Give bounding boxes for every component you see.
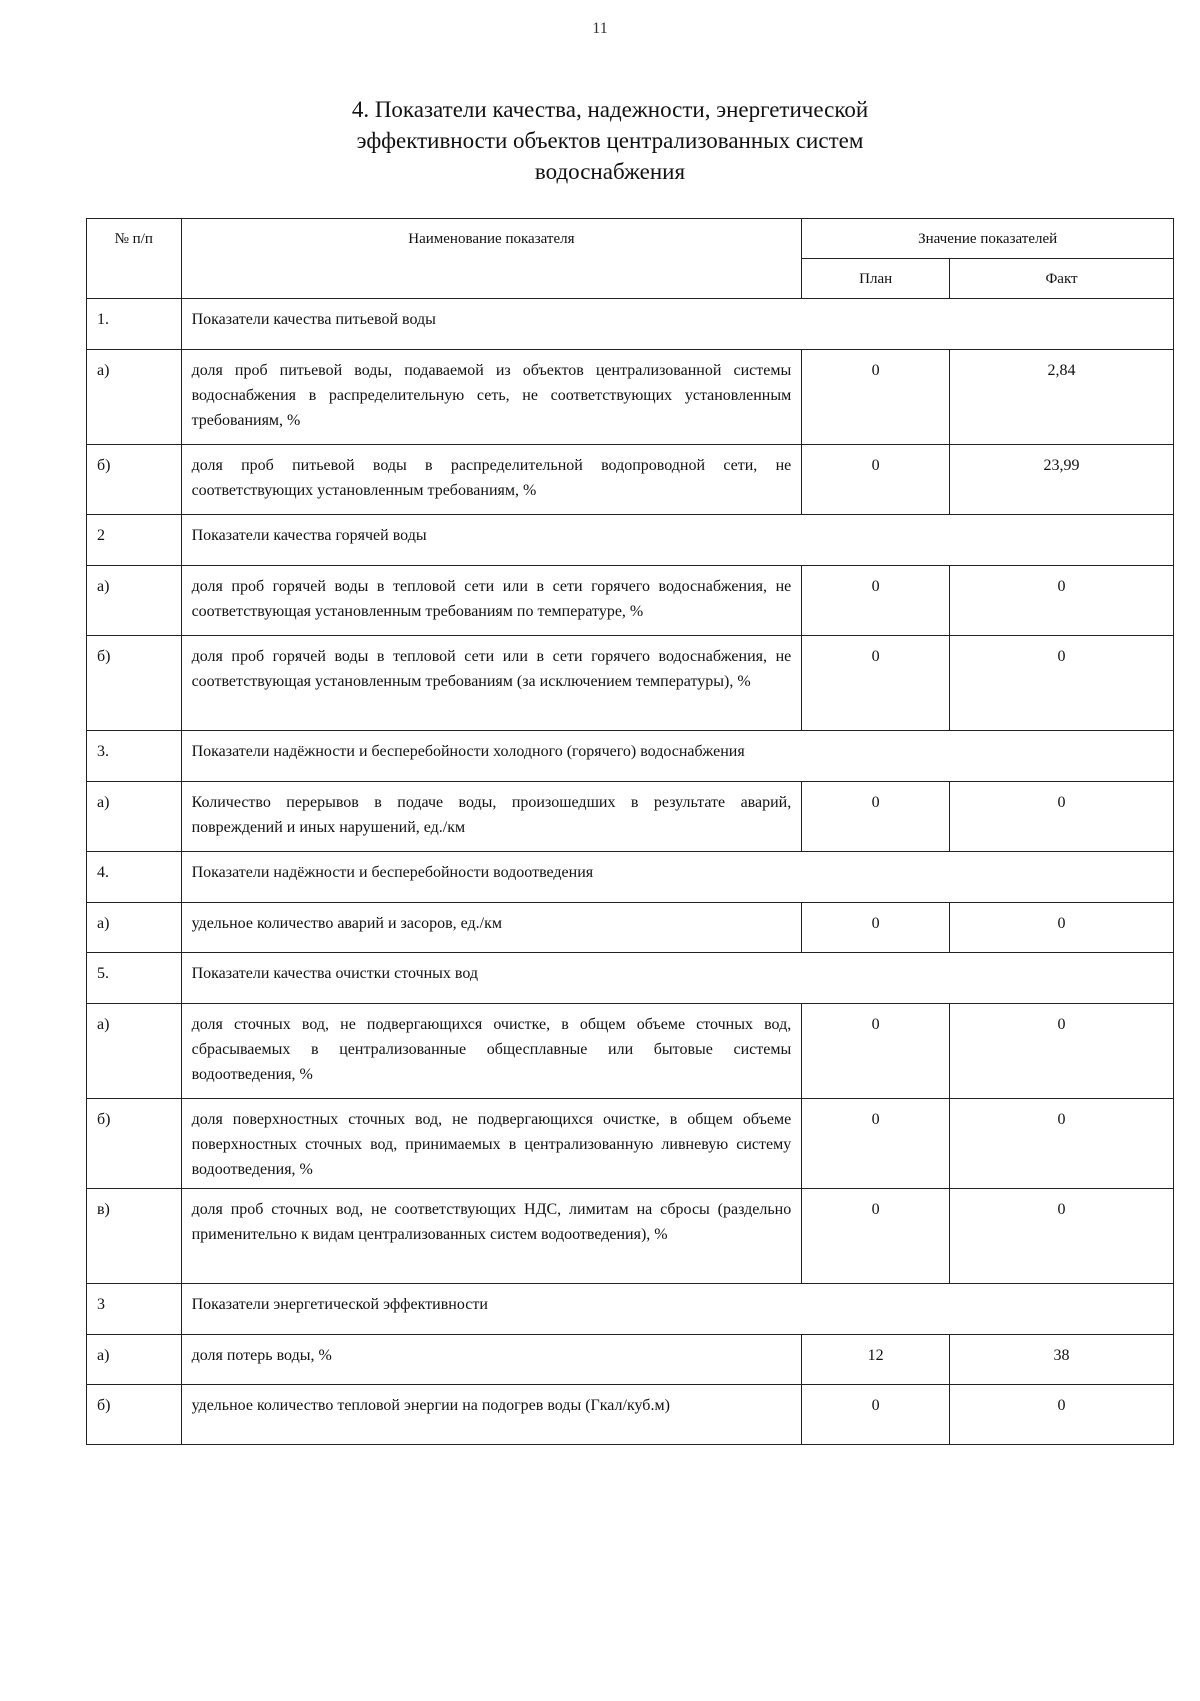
indicator-row [87,566,1174,636]
section-number: 1. [87,299,182,350]
indicator-row [87,636,1174,731]
indicator-number: а) [87,350,182,445]
plan-value: 0 [802,1385,950,1445]
indicator-row [87,1189,1174,1284]
indicator-number: б) [87,1099,182,1189]
indicator-row [87,1004,1174,1099]
indicator-number: б) [87,1385,182,1445]
section-title: Показатели качества горячей воды [181,515,1173,566]
indicator-name: доля потерь воды, % [181,1335,802,1385]
indicator-number: а) [87,782,182,852]
section-row [87,1284,1174,1335]
section-row [87,731,1174,782]
indicator-row [87,1335,1174,1385]
indicator-number: а) [87,566,182,636]
plan-value: 0 [802,903,950,953]
indicator-name: Количество перерывов в подаче воды, произошедших в результате аварий, повреждений и иных нарушений, ед./км [181,782,802,852]
indicator-number: б) [87,445,182,515]
section-row [87,953,1174,1004]
plan-value: 0 [802,1099,950,1189]
plan-value: 0 [802,782,950,852]
fact-value: 0 [950,566,1174,636]
fact-value: 0 [950,1189,1174,1284]
header-plan: План [802,259,950,299]
indicator-number: в) [87,1189,182,1284]
title-line: эффективности объектов централизованных систем [356,128,864,153]
indicator-number: б) [87,636,182,731]
indicator-row [87,445,1174,515]
indicator-name: доля сточных вод, не подвергающихся очистке, в общем объеме сточных вод, сбрасываемых в централизованные общесплавные или бытовые системы водоотведения, % [181,1004,802,1099]
indicator-name: доля проб сточных вод, не соответствующих НДС, лимитам на сбросы (раздельно применительно к видам централизованных систем водоотведения), % [181,1189,802,1284]
fact-value: 0 [950,903,1174,953]
header-num: № п/п [87,219,182,299]
indicator-row [87,782,1174,852]
header-row [87,219,1174,259]
indicator-name: доля проб горячей воды в тепловой сети или в сети горячего водоснабжения, не соответствующая установленным требованиям (за исключением температуры), % [181,636,802,731]
indicator-number: а) [87,1335,182,1385]
section-number: 4. [87,852,182,903]
section-row [87,852,1174,903]
plan-value: 0 [802,350,950,445]
section-number: 3 [87,1284,182,1335]
header-values: Значение показателей [802,219,1174,259]
header-fact: Факт [950,259,1174,299]
indicator-name: доля проб питьевой воды, подаваемой из объектов централизованной системы водоснабжения в распределительную сеть, не соответствующих установленным требованиям, % [181,350,802,445]
indicator-name: удельное количество тепловой энергии на подогрев воды (Гкал/куб.м) [181,1385,802,1445]
fact-value: 23,99 [950,445,1174,515]
indicator-number: а) [87,903,182,953]
section-number: 2 [87,515,182,566]
header-name: Наименование показателя [181,219,802,299]
indicator-row [87,903,1174,953]
fact-value: 0 [950,1099,1174,1189]
section-title: Показатели надёжности и бесперебойности водоотведения [181,852,1173,903]
section-title: Показатели надёжности и бесперебойности холодного (горячего) водоснабжения [181,731,1173,782]
indicator-row [87,1099,1174,1189]
fact-value: 0 [950,782,1174,852]
indicator-row [87,350,1174,445]
indicator-name: доля проб горячей воды в тепловой сети или в сети горячего водоснабжения, не соответствующая установленным требованиям по температуре, % [181,566,802,636]
indicator-name: доля проб питьевой воды в распределительной водопроводной сети, не соответствующих установленным требованиям, % [181,445,802,515]
fact-value: 0 [950,1004,1174,1099]
title-line: 4. Показатели качества, надежности, энергетической [351,97,869,122]
indicator-name: доля поверхностных сточных вод, не подвергающихся очистке, в общем объеме поверхностных сточных вод, принимаемых в централизованную ливневую систему водоотведения, % [181,1099,802,1189]
section-title: Показатели качества питьевой воды [181,299,1173,350]
plan-value: 0 [802,636,950,731]
section-title: Показатели качества очистки сточных вод [181,953,1173,1004]
fact-value: 0 [950,636,1174,731]
title-line: водоснабжения [534,159,686,184]
section-row [87,299,1174,350]
indicator-row [87,1385,1174,1445]
fact-value: 0 [950,1385,1174,1445]
plan-value: 12 [802,1335,950,1385]
table-body [87,299,1174,1445]
indicator-number: а) [87,1004,182,1099]
fact-value: 2,84 [950,350,1174,445]
plan-value: 0 [802,566,950,636]
section-title: Показатели энергетической эффективности [181,1284,1173,1335]
section-number: 5. [87,953,182,1004]
plan-value: 0 [802,1004,950,1099]
indicators-table [86,218,1174,1445]
fact-value: 38 [950,1335,1174,1385]
page-number: 11 [592,20,608,37]
document-title [300,94,920,187]
section-number: 3. [87,731,182,782]
indicator-name: удельное количество аварий и засоров, ед./км [181,903,802,953]
plan-value: 0 [802,1189,950,1284]
plan-value: 0 [802,445,950,515]
section-row [87,515,1174,566]
